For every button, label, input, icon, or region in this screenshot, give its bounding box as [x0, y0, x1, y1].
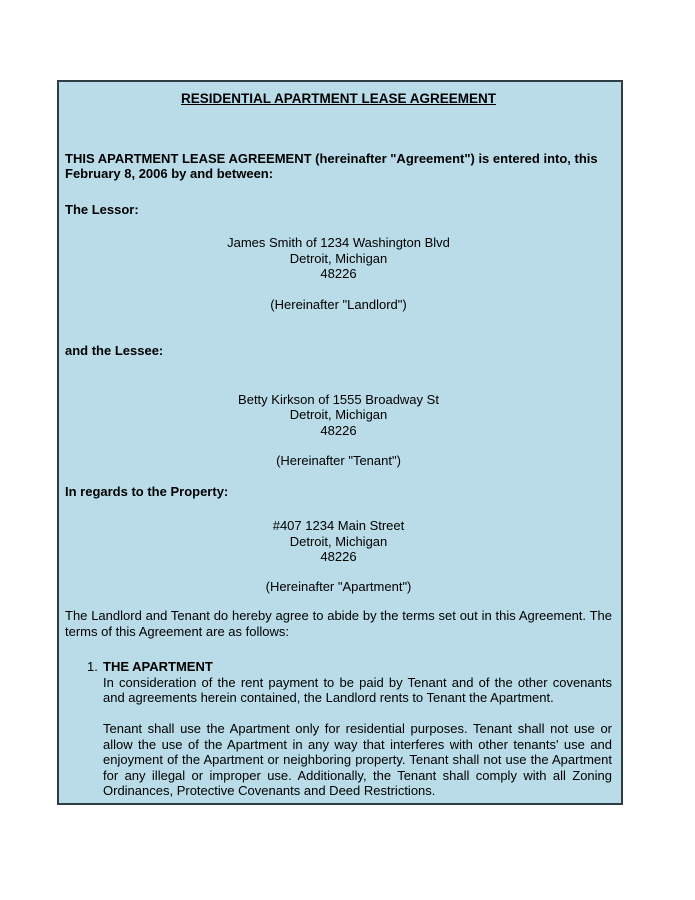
lessor-address-line: 48226	[320, 266, 357, 281]
lessor-address-line: Detroit, Michigan	[289, 250, 388, 266]
property-address-block	[65, 518, 612, 565]
section-heading: THE APARTMENT	[103, 659, 213, 674]
section-paragraph: Tenant shall use the Apartment only for residential purposes. Tenant shall not use or allow the use of the Apartment in any way that interferes with other tenants' use and enjoyment of the Apartment or neighboring property. Tenant shall not use the Apartment for any illegal or improper use. Additionally, the Tenant shall comply with all Zoning Ordinances, Protective Covenants and Deed Restrictions.	[103, 721, 612, 798]
lessee-label: and the Lessee:	[65, 343, 164, 358]
lessee-address-block	[65, 392, 612, 439]
lessor-label: The Lessor:	[65, 201, 139, 217]
lessee-address-line: 48226	[320, 422, 357, 438]
intro-paragraph: THIS APARTMENT LEASE AGREEMENT (hereinafter "Agreement") is entered into, this February 8, 2006 by and between:	[65, 150, 598, 181]
lessee-address-line: Detroit, Michigan	[289, 407, 388, 422]
hereinafter-landlord: (Hereinafter "Landlord")	[270, 296, 407, 312]
section-paragraph: In consideration of the rent payment to be paid by Tenant and of the other covenants and agreements herein contained, the Landlord rents to Tenant the Apartment.	[103, 674, 612, 705]
section-item-the-apartment	[65, 659, 612, 799]
section-content	[103, 659, 612, 799]
agreement-intro-paragraph: The Landlord and Tenant do hereby agree to abide by the terms set out in this Agreement. The terms of this Agreement are as follows:	[65, 608, 612, 639]
lease-agreement-box	[57, 80, 623, 805]
lessor-address-line: James Smith of 1234 Washington Blvd	[227, 235, 450, 250]
hereinafter-tenant: (Hereinafter "Tenant")	[276, 453, 401, 468]
document-title: RESIDENTIAL APARTMENT LEASE AGREEMENT	[180, 91, 496, 106]
property-address-line: 48226	[320, 549, 357, 564]
lessee-address-line: Betty Kirkson of 1555 Broadway St	[238, 391, 439, 407]
section-number: 1.	[87, 659, 98, 674]
property-address-line: Detroit, Michigan	[289, 533, 388, 549]
property-address-line: #407 1234 Main Street	[272, 518, 405, 533]
hereinafter-apartment: (Hereinafter "Apartment")	[265, 578, 412, 594]
property-label: In regards to the Property:	[65, 483, 229, 499]
lessor-address-block	[65, 235, 612, 282]
